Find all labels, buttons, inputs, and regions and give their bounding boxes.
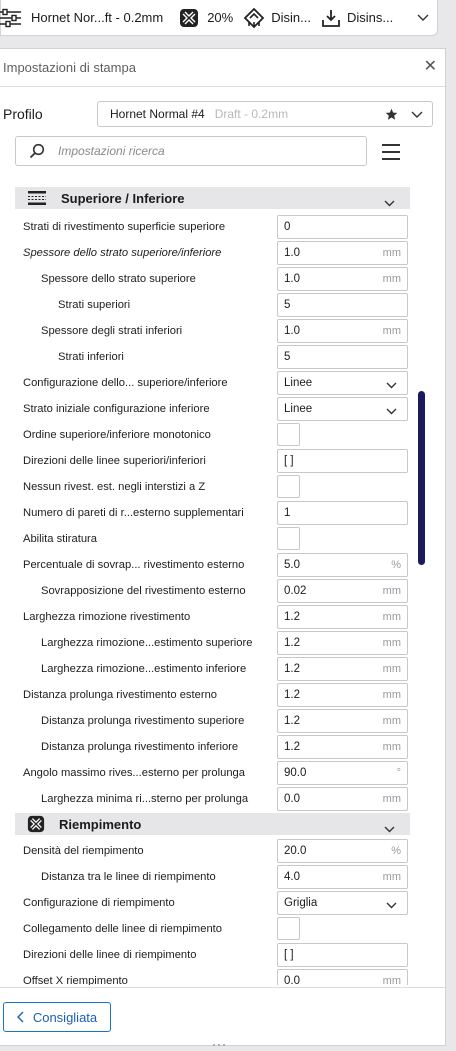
- category-top-bottom[interactable]: [15, 187, 410, 209]
- infill-icon: [27, 815, 45, 833]
- setting-row: [0, 760, 420, 786]
- setting-checkbox[interactable]: [277, 423, 300, 446]
- profile-select[interactable]: [97, 101, 433, 127]
- close-icon[interactable]: ✕: [423, 58, 437, 75]
- setting-input[interactable]: [277, 761, 408, 785]
- profile-quality: Draft - 0.2mm: [214, 107, 289, 121]
- setting-input[interactable]: [277, 605, 408, 629]
- setting-value: 1.2: [284, 741, 300, 753]
- profile-label: Profilo: [3, 106, 43, 122]
- setting-dropdown[interactable]: [277, 891, 408, 915]
- chevron-down-icon: [384, 826, 395, 833]
- setting-value: 1: [284, 507, 291, 519]
- setting-value: 1.0: [284, 273, 300, 285]
- setting-row: [0, 604, 420, 630]
- setting-value: 20.0: [284, 845, 307, 857]
- setting-row: [0, 214, 420, 240]
- setting-label: Nessun rivest. est. negli interstizi a Z: [23, 481, 206, 493]
- settings-search-input[interactable]: [15, 136, 367, 166]
- setting-value: Griglia: [284, 897, 318, 909]
- setting-value: 0.0: [284, 793, 300, 805]
- setting-row: [0, 578, 420, 604]
- setting-unit: mm: [382, 247, 401, 259]
- setting-row: [0, 474, 420, 500]
- setting-row: [0, 682, 420, 708]
- setting-row: [0, 370, 420, 396]
- chevron-down-icon: [386, 408, 397, 415]
- setting-row: [0, 552, 420, 578]
- setting-label: Strati di rivestimento superficie superiore: [23, 221, 226, 233]
- setting-row: [0, 656, 420, 682]
- setting-input[interactable]: [277, 501, 408, 525]
- setting-dropdown[interactable]: [277, 397, 408, 421]
- setting-input[interactable]: [277, 579, 408, 603]
- setting-checkbox[interactable]: [277, 475, 300, 498]
- adhesion-icon: [321, 8, 341, 28]
- setting-value: 5.0: [284, 559, 300, 571]
- chevron-down-icon[interactable]: [417, 14, 429, 22]
- setting-label: Strati inferiori: [58, 351, 124, 363]
- setting-label: Distanza prolunga rivestimento esterno: [23, 689, 218, 701]
- setting-unit: mm: [382, 793, 401, 805]
- setting-row: [0, 318, 420, 344]
- setting-dropdown[interactable]: [277, 371, 408, 395]
- setting-input[interactable]: [277, 969, 408, 985]
- setting-label: Densità del riempimento: [23, 845, 144, 857]
- search-icon: [29, 143, 45, 159]
- setting-checkbox[interactable]: [277, 917, 300, 940]
- setting-row: [0, 734, 420, 760]
- panel-title: Impostazioni di stampa: [3, 60, 136, 75]
- setting-unit: mm: [382, 611, 401, 623]
- machine-profile-label: Hornet Nor...ft - 0.2mm: [31, 10, 164, 25]
- setting-label: Collegamento delle linee di riempimento: [23, 923, 222, 935]
- setting-unit: mm: [382, 585, 401, 597]
- setting-label: Configurazione dello... superiore/inferiore: [23, 377, 228, 389]
- setting-label: Sovrapposizione del rivestimento esterno: [41, 585, 246, 597]
- setting-row: [0, 916, 420, 942]
- setting-row: [0, 500, 420, 526]
- setting-input[interactable]: [277, 293, 408, 317]
- setting-label: Distanza tra le linee di riempimento: [41, 871, 216, 883]
- setting-row: [0, 422, 420, 448]
- setting-value: 1.2: [284, 611, 300, 623]
- setting-row: [0, 864, 420, 890]
- setting-value: 1.2: [284, 663, 300, 675]
- setting-unit: %: [391, 559, 401, 571]
- setting-value: 1.2: [284, 689, 300, 701]
- chevron-down-icon: [386, 382, 397, 389]
- setting-label: Abilita stiratura: [23, 533, 97, 545]
- setting-unit: mm: [382, 637, 401, 649]
- setting-unit: mm: [382, 741, 401, 753]
- setting-label: Larghezza rimozione...estimento superiore: [41, 637, 253, 649]
- setting-row: [0, 630, 420, 656]
- setting-row: [0, 448, 420, 474]
- setting-label: Spessore degli strati inferiori: [41, 325, 183, 337]
- setting-input[interactable]: [277, 553, 408, 577]
- setting-row: [0, 396, 420, 422]
- setting-label: Direzioni delle linee superiori/inferiori: [23, 455, 206, 467]
- setting-label: Larghezza rimozione rivestimento: [23, 611, 191, 623]
- setting-label: Strati superiori: [58, 299, 131, 311]
- settings-list: [0, 179, 420, 985]
- setting-input[interactable]: [277, 319, 408, 343]
- setting-label: Angolo massimo rives...esterno per prolunga: [23, 767, 245, 779]
- setting-row: [0, 890, 420, 916]
- setting-input[interactable]: [277, 631, 408, 655]
- adhesion-summary[interactable]: [321, 0, 393, 35]
- support-icon: [243, 7, 265, 29]
- print-setup-bar[interactable]: [0, 0, 438, 36]
- setting-label: Percentuale di sovrap... rivestimento esterno: [23, 559, 245, 571]
- setting-label: Distanza prolunga rivestimento superiore: [41, 715, 245, 727]
- setting-label: Configurazione di riempimento: [23, 897, 175, 909]
- setting-value: 0.02: [284, 585, 307, 597]
- setting-input[interactable]: [277, 709, 408, 733]
- setting-row: [0, 266, 420, 292]
- recommended-mode-button[interactable]: [3, 1002, 111, 1032]
- setting-label: Numero di pareti di r...esterno supplementari: [23, 507, 244, 519]
- setting-unit: mm: [382, 871, 401, 883]
- back-chevron-icon: [17, 1011, 25, 1023]
- panel-header: [0, 49, 445, 87]
- menu-icon[interactable]: [382, 144, 400, 160]
- setting-label: Direzioni delle linee di riempimento: [23, 949, 197, 961]
- settings-scrollbar[interactable]: [418, 391, 425, 565]
- setting-input[interactable]: [277, 449, 408, 473]
- print-settings-panel: [0, 48, 446, 1046]
- setting-value: 1.0: [284, 325, 300, 337]
- setting-value: 5: [284, 351, 291, 363]
- setting-value: 5: [284, 299, 291, 311]
- divider: [0, 987, 446, 988]
- setting-unit: mm: [382, 663, 401, 675]
- category-title: Riempimento: [59, 816, 142, 832]
- setting-value: 1.2: [284, 637, 300, 649]
- chevron-down-icon[interactable]: [411, 111, 423, 119]
- top-bottom-icon: [27, 190, 47, 206]
- search-placeholder: Impostazioni ricerca: [58, 144, 165, 158]
- slider-icon: [0, 8, 23, 28]
- setting-checkbox[interactable]: [277, 527, 300, 550]
- setting-label: Strato iniziale configurazione inferiore: [23, 403, 210, 415]
- setting-unit: °: [396, 767, 401, 779]
- setting-input[interactable]: [277, 345, 408, 369]
- profile-name: Hornet Normal #4: [110, 107, 205, 121]
- support-summary[interactable]: [243, 0, 311, 35]
- setting-value: 90.0: [284, 767, 307, 779]
- setting-label: Offset X riempimento: [23, 975, 128, 985]
- setting-label: Distanza prolunga rivestimento inferiore: [41, 741, 239, 753]
- setting-label: Spessore dello strato superiore: [41, 273, 196, 285]
- setting-value: 1.2: [284, 715, 300, 727]
- category-title: Superiore / Inferiore: [61, 190, 185, 206]
- setting-unit: mm: [382, 325, 401, 337]
- setting-unit: mm: [382, 715, 401, 727]
- setting-row: [0, 292, 420, 318]
- setting-input[interactable]: [277, 267, 408, 291]
- setting-row: [0, 838, 420, 864]
- setting-unit: mm: [382, 273, 401, 285]
- setting-label: Larghezza minima ri...sterno per prolunga: [41, 793, 249, 805]
- setting-row: [0, 942, 420, 968]
- setting-value: 0.0: [284, 975, 300, 985]
- setting-input[interactable]: [277, 943, 408, 967]
- setting-value: [ ]: [284, 949, 294, 961]
- setting-row: [0, 240, 420, 266]
- resize-grip-icon[interactable]: [212, 1043, 226, 1047]
- print-profile-summary[interactable]: [1, 0, 163, 35]
- setting-value: 1.0: [284, 247, 300, 259]
- infill-value: 20%: [207, 10, 234, 25]
- setting-input[interactable]: [277, 735, 408, 759]
- setting-input[interactable]: [277, 215, 408, 239]
- setting-value: 4.0: [284, 871, 300, 883]
- setting-label: Larghezza rimozione...estimento inferiore: [41, 663, 247, 675]
- infill-icon: [179, 8, 199, 28]
- setting-value: Linee: [284, 377, 313, 389]
- setting-unit: mm: [382, 689, 401, 701]
- recommended-mode-label: Consigliata: [32, 1009, 98, 1025]
- setting-row: [0, 526, 420, 552]
- setting-input[interactable]: [277, 787, 408, 811]
- setting-row: [0, 786, 420, 812]
- setting-input[interactable]: [277, 657, 408, 681]
- setting-input[interactable]: [277, 839, 408, 863]
- setting-label: Spessore dello strato superiore/inferiore: [23, 247, 222, 259]
- support-value: Disin...: [271, 10, 311, 25]
- setting-value: [ ]: [284, 455, 294, 467]
- setting-row: [0, 968, 420, 985]
- star-icon[interactable]: [385, 108, 398, 121]
- setting-unit: mm: [382, 975, 401, 985]
- chevron-down-icon: [384, 200, 395, 207]
- setting-unit: %: [391, 845, 401, 857]
- chevron-down-icon: [386, 902, 397, 909]
- setting-label: Ordine superiore/inferiore monotonico: [23, 429, 211, 441]
- setting-row: [0, 344, 420, 370]
- category-infill[interactable]: [15, 813, 410, 835]
- setting-value: 0: [284, 221, 291, 233]
- setting-row: [0, 708, 420, 734]
- adhesion-value: Disins...: [346, 10, 394, 25]
- setting-input[interactable]: [277, 241, 408, 265]
- setting-input[interactable]: [277, 683, 408, 707]
- infill-summary[interactable]: [179, 0, 233, 35]
- setting-input[interactable]: [277, 865, 408, 889]
- setting-value: Linee: [284, 403, 313, 415]
